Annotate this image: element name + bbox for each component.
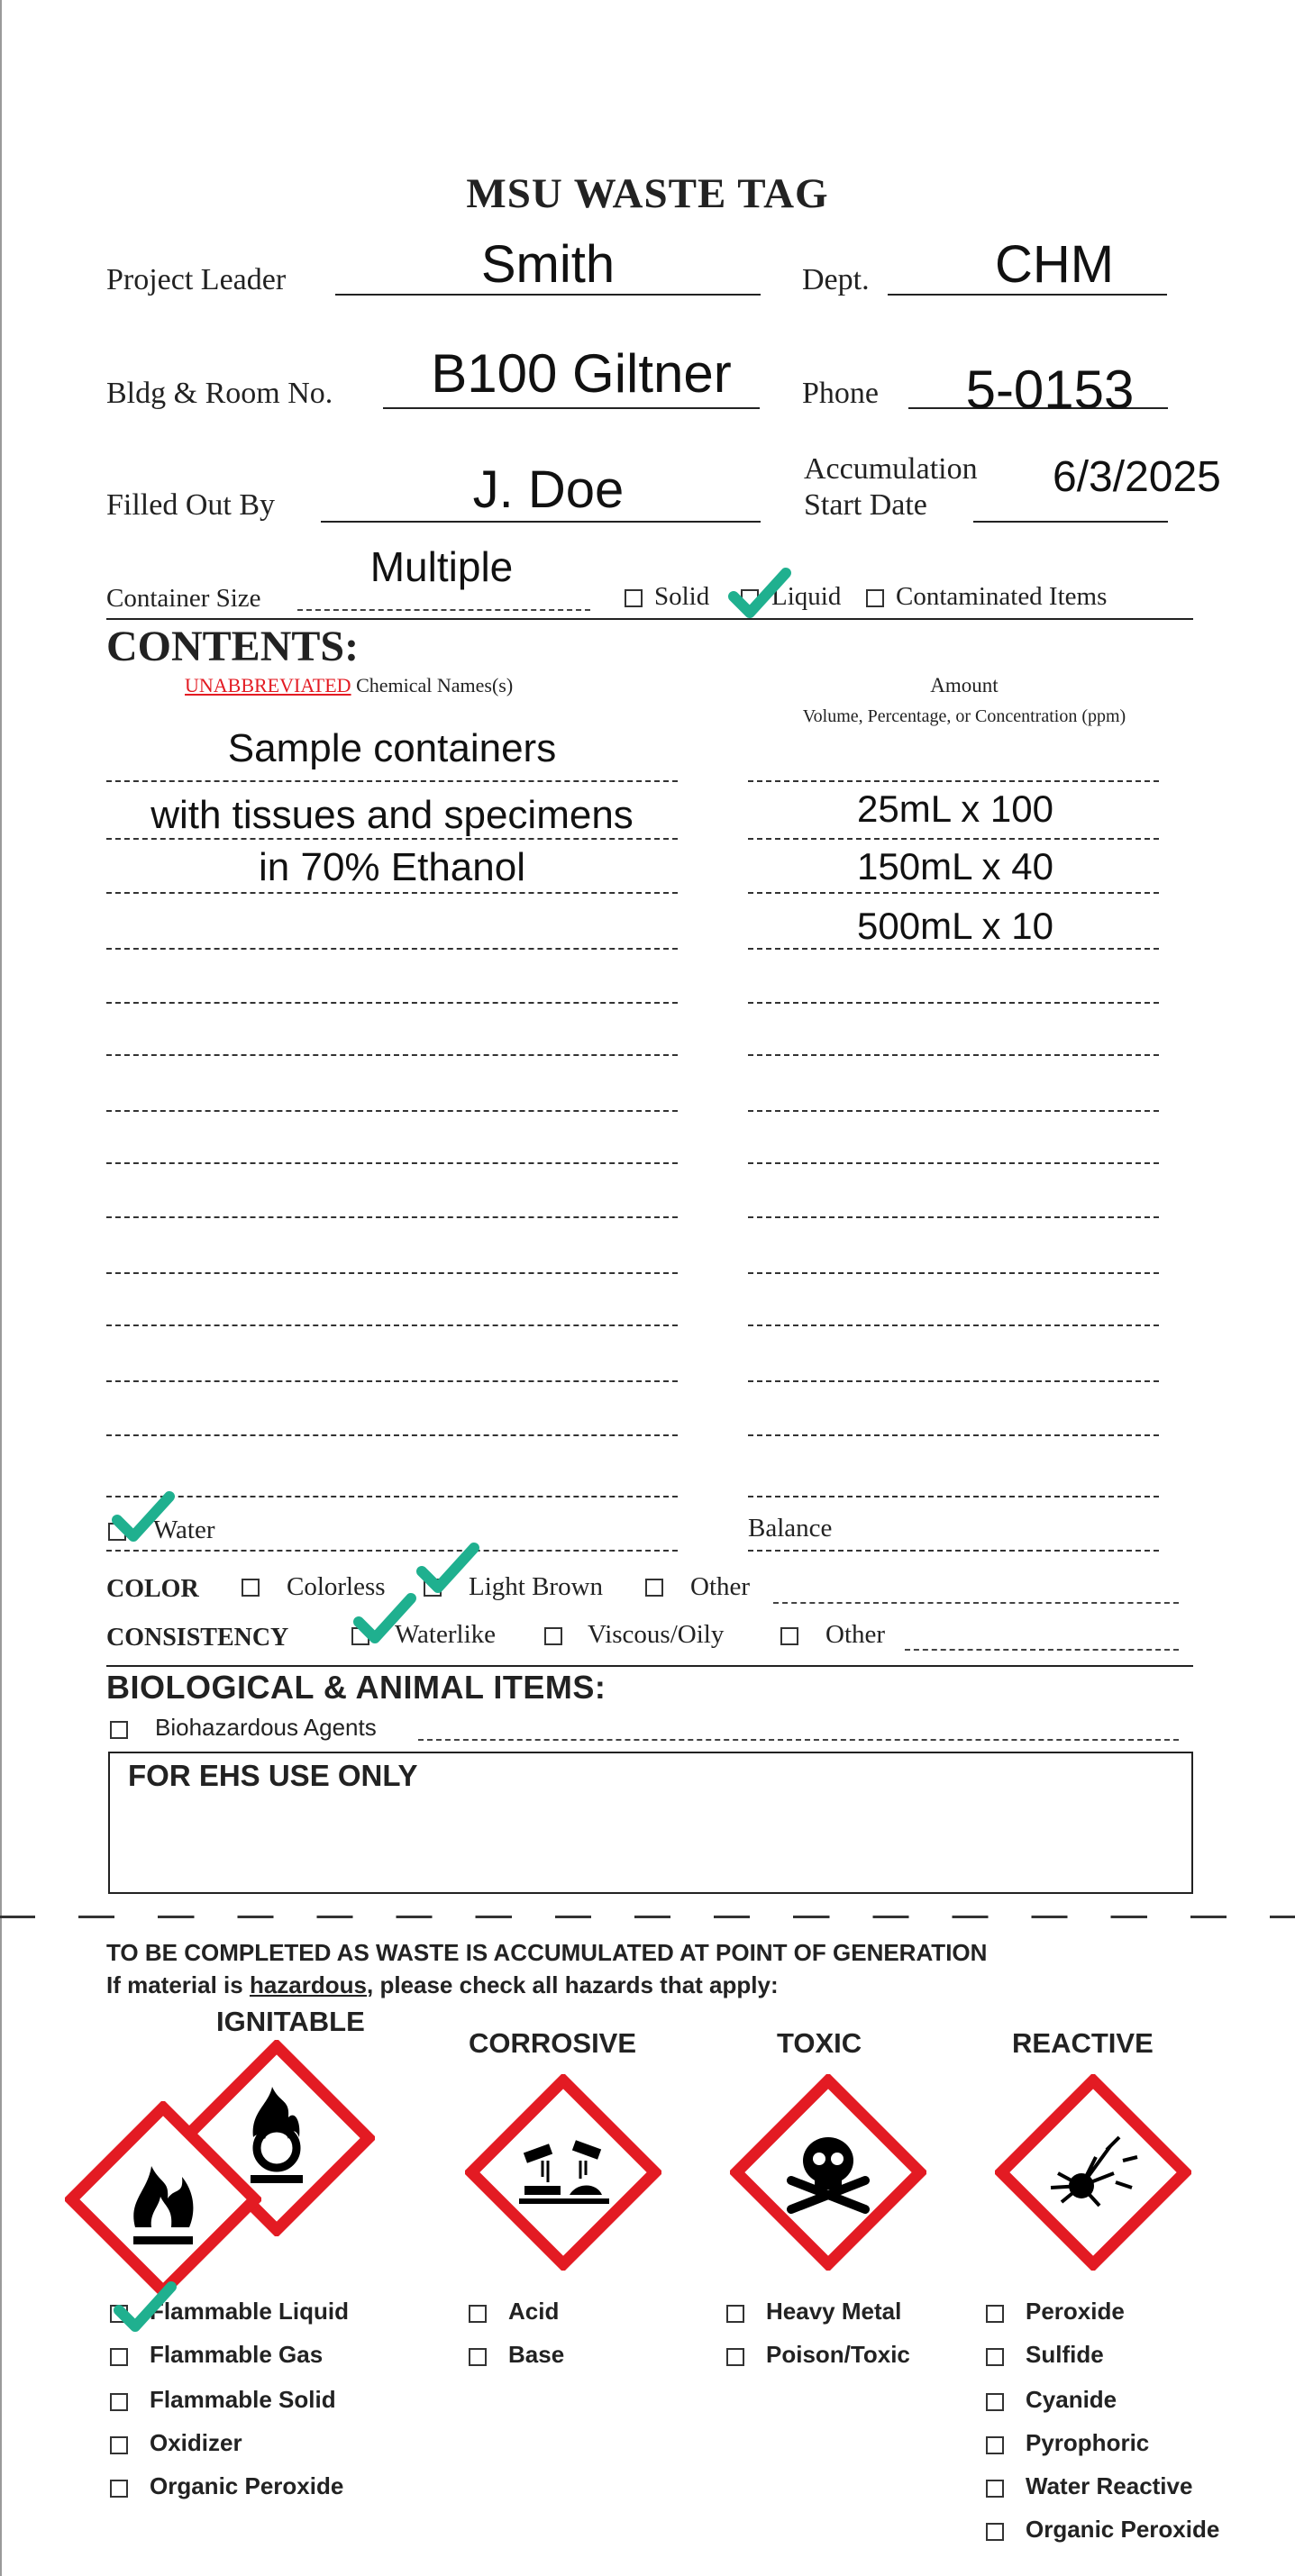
chemical-name-line — [106, 948, 678, 950]
solid-label: Solid — [654, 582, 710, 611]
pyrophoric-label: Pyrophoric — [1026, 2429, 1150, 2456]
flammable-liquid-label: Flammable Liquid — [150, 2298, 350, 2325]
amount-line — [748, 1054, 1159, 1056]
color-label: COLOR — [106, 1575, 199, 1603]
cyanide-checkbox[interactable] — [986, 2393, 1004, 2411]
unabbreviated-text: UNABBREVIATED — [185, 674, 351, 696]
contaminated-label: Contaminated Items — [896, 582, 1108, 611]
amount-subheader: Volume, Percentage, or Concentration (ppm) — [802, 706, 1126, 726]
consistency-other-checkbox[interactable] — [780, 1627, 798, 1645]
start-date-field[interactable]: 6/3/2025 — [1053, 453, 1221, 501]
hazard-instruction-1: TO BE COMPLETED AS WASTE IS ACCUMULATED AT POINT OF GENERATION — [106, 1939, 988, 1966]
amount-line — [748, 1380, 1159, 1382]
organic-peroxide-checkbox[interactable] — [110, 2480, 128, 2498]
sulfide-label: Sulfide — [1026, 2341, 1104, 2368]
waterlike-check-mark-icon — [353, 1593, 416, 1643]
chemical-name-line — [106, 1110, 678, 1112]
chemical-name-line — [106, 1216, 678, 1218]
container-size-line — [297, 609, 590, 611]
amount-line — [748, 1496, 1159, 1497]
amount-line — [748, 838, 1159, 840]
color-other-checkbox[interactable] — [645, 1579, 663, 1597]
project-leader-field[interactable]: Smith — [480, 235, 616, 294]
chemical-name-3[interactable]: in 70% Ethanol — [259, 845, 525, 889]
project-leader-label: Project Leader — [106, 263, 287, 296]
chemical-name-1[interactable]: Sample containers — [227, 726, 557, 770]
sulfide-checkbox[interactable] — [986, 2348, 1004, 2366]
amount-line — [748, 1002, 1159, 1004]
filled-out-by-label: Filled Out By — [106, 488, 276, 522]
base-label: Base — [508, 2341, 565, 2368]
light-brown-label: Light Brown — [469, 1572, 604, 1601]
amount-header: Amount — [930, 674, 999, 696]
heavy-metal-checkbox[interactable] — [726, 2305, 744, 2323]
bldg-room-line — [383, 407, 760, 409]
amount-line — [748, 892, 1159, 894]
flame-icon — [65, 2101, 261, 2298]
page-left-edge — [0, 0, 2, 2576]
organic-peroxide-label: Organic Peroxide — [1026, 2516, 1220, 2543]
liquid-check-mark-icon — [728, 568, 791, 618]
contents-heading: CONTENTS: — [106, 623, 360, 670]
water-label: Water — [153, 1516, 215, 1544]
peroxide-label: Peroxide — [1026, 2298, 1125, 2325]
dept-label: Dept. — [802, 263, 870, 296]
hazardous-word: hazardous — [249, 1971, 367, 1998]
water-reactive-checkbox[interactable] — [986, 2480, 1004, 2498]
heavy-metal-label: Heavy Metal — [766, 2298, 902, 2325]
start-date-line — [973, 521, 1168, 523]
flammable-solid-checkbox[interactable] — [110, 2393, 128, 2411]
flammable-gas-checkbox[interactable] — [110, 2348, 128, 2366]
liquid-label: Liquid — [771, 582, 842, 611]
biological-heading: BIOLOGICAL & ANIMAL ITEMS: — [106, 1669, 606, 1706]
contaminated-checkbox[interactable] — [866, 589, 884, 607]
filled-out-by-line — [321, 521, 761, 523]
waterlike-label: Waterlike — [395, 1620, 496, 1649]
hazard-instruction-2-pre: If material is — [106, 1971, 250, 1998]
hazard-instruction-2-post: , please check all hazards that apply: — [367, 1971, 779, 1998]
form-title: MSU WASTE TAG — [466, 170, 829, 217]
light-brown-check-mark-icon — [416, 1543, 479, 1593]
chemical-names-header — [185, 674, 513, 697]
amount-line — [748, 1324, 1159, 1326]
phone-label: Phone — [802, 377, 879, 410]
phone-field[interactable]: 5-0153 — [965, 360, 1135, 420]
filled-out-by-field[interactable]: J. Doe — [472, 460, 625, 519]
color-other-line — [773, 1602, 1179, 1604]
hazard-instruction-2 — [106, 1971, 779, 1999]
amount-3[interactable]: 500mL x 10 — [857, 905, 1053, 947]
container-size-field[interactable]: Multiple — [369, 543, 514, 590]
solid-checkbox[interactable] — [625, 589, 643, 607]
bldg-room-label: Bldg & Room No. — [106, 377, 333, 410]
container-size-label: Container Size — [106, 584, 261, 613]
skull-crossbones-icon — [730, 2074, 926, 2271]
accumulation-label: Accumulation — [804, 452, 978, 486]
color-other-label: Other — [690, 1572, 751, 1601]
poison-toxic-checkbox[interactable] — [726, 2348, 744, 2366]
colorless-checkbox[interactable] — [242, 1579, 260, 1597]
container-divider — [106, 618, 1193, 620]
toxic-title: TOXIC — [777, 2027, 862, 2059]
flammable-liquid-check-mark-icon — [114, 2281, 177, 2332]
ehs-label: FOR EHS USE ONLY — [128, 1759, 418, 1792]
chemical-name-line — [106, 838, 678, 840]
consistency-other-line — [905, 1649, 1179, 1651]
start-date-label: Start Date — [804, 488, 927, 522]
cyanide-label: Cyanide — [1026, 2386, 1117, 2413]
biohazardous-label: Biohazardous Agents — [155, 1714, 377, 1741]
cut-line — [0, 1916, 1295, 1918]
reactive-title: REACTIVE — [1012, 2027, 1154, 2059]
chemical-name-line — [106, 1324, 678, 1326]
dept-field[interactable]: CHM — [994, 235, 1115, 294]
flammable-gas-label: Flammable Gas — [150, 2341, 324, 2368]
bldg-room-field[interactable]: B100 Giltner — [431, 343, 732, 404]
base-checkbox[interactable] — [469, 2348, 487, 2366]
chemical-name-line — [106, 780, 678, 782]
chemical-name-line — [106, 1434, 678, 1436]
flammable-solid-label: Flammable Solid — [150, 2386, 336, 2413]
exploding-bomb-icon — [995, 2074, 1191, 2271]
amount-line — [748, 1434, 1159, 1436]
chemical-name-line — [106, 892, 678, 894]
consistency-divider — [106, 1665, 1193, 1667]
viscous-checkbox[interactable] — [544, 1627, 562, 1645]
poison-toxic-label: Poison/Toxic — [766, 2341, 910, 2368]
balance-line — [748, 1550, 1159, 1552]
organic-peroxide-label: Organic Peroxide — [150, 2472, 344, 2499]
chemical-name-line — [106, 1272, 678, 1274]
oxidizer-label: Oxidizer — [150, 2429, 242, 2456]
amount-line — [748, 1110, 1159, 1112]
acid-label: Acid — [508, 2298, 560, 2325]
corrosion-icon — [465, 2074, 661, 2271]
amount-2[interactable]: 150mL x 40 — [857, 845, 1053, 887]
amount-1[interactable]: 25mL x 100 — [857, 787, 1053, 830]
consistency-other-label: Other — [825, 1620, 886, 1649]
chemical-name-line — [106, 1380, 678, 1382]
balance-label: Balance — [748, 1514, 833, 1543]
acid-checkbox[interactable] — [469, 2305, 487, 2323]
amount-line — [748, 948, 1159, 950]
water-line — [106, 1550, 678, 1552]
chemical-name-2[interactable]: with tissues and specimens — [150, 793, 634, 837]
chemical-names-text: Chemical Names(s) — [351, 674, 514, 696]
biohazardous-checkbox[interactable] — [110, 1721, 128, 1739]
peroxide-checkbox[interactable] — [986, 2305, 1004, 2323]
amount-line — [748, 780, 1159, 782]
oxidizer-checkbox[interactable] — [110, 2436, 128, 2454]
chemical-name-line — [106, 1054, 678, 1056]
viscous-label: Viscous/Oily — [588, 1620, 725, 1649]
chemical-name-line — [106, 1496, 678, 1497]
chemical-name-line — [106, 1002, 678, 1004]
biohazardous-line — [418, 1739, 1179, 1741]
water-check-mark-icon — [112, 1491, 175, 1542]
ignitable-title: IGNITABLE — [216, 2006, 365, 2037]
water-reactive-label: Water Reactive — [1026, 2472, 1193, 2499]
amount-line — [748, 1216, 1159, 1218]
amount-line — [748, 1272, 1159, 1274]
corrosive-title: CORROSIVE — [469, 2027, 637, 2059]
organic-peroxide-checkbox[interactable] — [986, 2523, 1004, 2541]
amount-line — [748, 1162, 1159, 1164]
colorless-label: Colorless — [287, 1572, 386, 1601]
consistency-label: CONSISTENCY — [106, 1624, 289, 1652]
pyrophoric-checkbox[interactable] — [986, 2436, 1004, 2454]
chemical-name-line — [106, 1162, 678, 1164]
